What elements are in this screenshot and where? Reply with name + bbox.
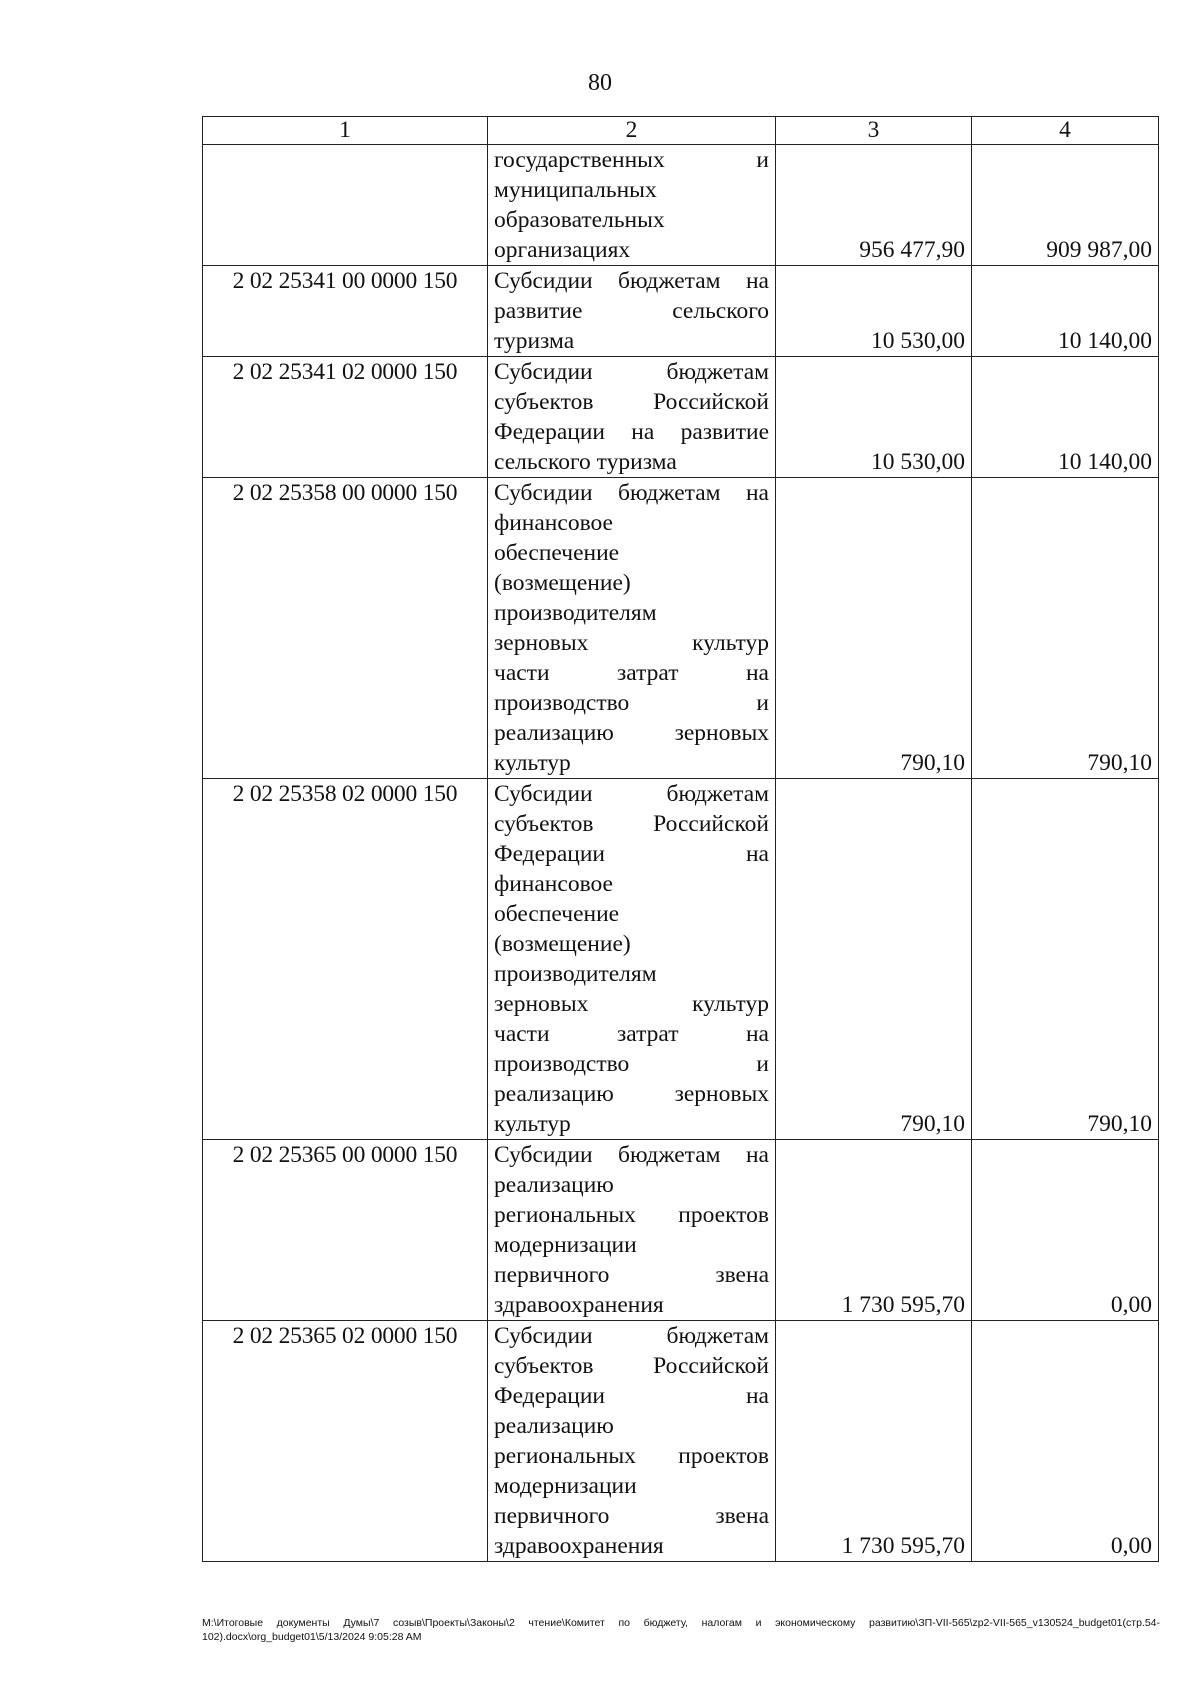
income-description (488, 1321, 776, 1562)
table-row (203, 357, 1159, 478)
description-line: модернизации (494, 1232, 637, 1258)
description-line: региональных проектов (494, 1443, 769, 1469)
description-line: культур (494, 1111, 571, 1137)
amount-column-3: 10 530,00 (776, 266, 972, 357)
description-line: культур (494, 750, 571, 776)
description-line: финансовое (494, 871, 613, 897)
table-row (203, 478, 1159, 779)
description-line: региональных проектов (494, 1202, 769, 1228)
amount-column-4: 790,10 (972, 478, 1159, 779)
description-line: финансовое (494, 510, 613, 536)
table-row (203, 1140, 1159, 1321)
table-header (203, 117, 1159, 145)
income-description (488, 478, 776, 779)
description-line: муниципальных (494, 177, 657, 203)
description-line: Субсидии бюджетам (494, 1323, 769, 1349)
description-line: модернизации (494, 1473, 637, 1499)
description-line: Субсидии бюджетам на (494, 1142, 769, 1168)
description-line: производство и (494, 690, 769, 716)
amount-column-4: 10 140,00 (972, 357, 1159, 478)
amount-column-4: 10 140,00 (972, 266, 1159, 357)
budget-code (203, 145, 488, 266)
description-line: обеспечение (494, 901, 620, 927)
description-line: Субсидии бюджетам (494, 359, 769, 385)
description-line: Субсидии бюджетам на (494, 480, 769, 506)
table-row (203, 779, 1159, 1140)
description-line: субъектов Российской (494, 389, 769, 415)
amount-column-3: 790,10 (776, 779, 972, 1140)
description-line: реализацию зерновых (494, 1081, 769, 1107)
amount-column-4: 909 987,00 (972, 145, 1159, 266)
table-row (203, 1321, 1159, 1562)
description-line: сельского туризма (494, 449, 677, 475)
amount-column-3: 1 730 595,70 (776, 1140, 972, 1321)
description-line: обеспечение (494, 540, 620, 566)
amount-column-4: 790,10 (972, 779, 1159, 1140)
description-line: Федерации на (494, 1383, 769, 1409)
description-line: субъектов Российской (494, 1353, 769, 1379)
description-line: производство и (494, 1051, 769, 1077)
income-description (488, 266, 776, 357)
description-line: зерновых культур (494, 991, 769, 1017)
budget-table (202, 116, 1159, 1562)
budget-code: 2 02 25358 00 0000 150 (203, 478, 488, 779)
income-description (488, 779, 776, 1140)
description-line: реализацию (494, 1172, 614, 1198)
amount-column-3: 790,10 (776, 478, 972, 779)
budget-code: 2 02 25341 02 0000 150 (203, 357, 488, 478)
description-line: Федерации на развитие (494, 419, 769, 445)
amount-column-3: 1 730 595,70 (776, 1321, 972, 1562)
column-header-2: 2 (488, 117, 776, 145)
budget-code: 2 02 25365 02 0000 150 (203, 1321, 488, 1562)
table-body (203, 145, 1159, 1562)
description-line: развитие сельского (494, 298, 769, 324)
description-line: организациях (494, 237, 631, 263)
description-line: Федерации на (494, 841, 769, 867)
page-number: 80 (588, 70, 612, 96)
column-header-3: 3 (776, 117, 972, 145)
budget-code: 2 02 25341 00 0000 150 (203, 266, 488, 357)
description-line: (возмещение) (494, 931, 631, 957)
budget-code: 2 02 25365 00 0000 150 (203, 1140, 488, 1321)
amount-column-3: 956 477,90 (776, 145, 972, 266)
description-line: здравоохранения (494, 1292, 664, 1318)
amount-column-3: 10 530,00 (776, 357, 972, 478)
table-row (203, 266, 1159, 357)
income-description (488, 1140, 776, 1321)
description-line: первичного звена (494, 1262, 769, 1288)
income-description (488, 145, 776, 266)
description-line: реализацию зерновых (494, 720, 769, 746)
description-line: производителям (494, 961, 657, 987)
description-line: зерновых культур (494, 630, 769, 656)
description-line: (возмещение) (494, 570, 631, 596)
income-description (488, 357, 776, 478)
table-row (203, 145, 1159, 266)
amount-column-4: 0,00 (972, 1321, 1159, 1562)
description-line: Субсидии бюджетам на (494, 268, 769, 294)
amount-column-4: 0,00 (972, 1140, 1159, 1321)
column-header-1: 1 (203, 117, 488, 145)
description-line: образовательных (494, 207, 665, 233)
description-line: части затрат на (494, 1021, 769, 1047)
description-line: государственных и (494, 147, 769, 173)
description-line: субъектов Российской (494, 811, 769, 837)
description-line: первичного звена (494, 1503, 769, 1529)
description-line: реализацию (494, 1413, 614, 1439)
document-path-footer: M:\Итоговые документы Думы\7 созыв\Проекты\Законы\2 чтение\Комитет по бюджету, налогам и экономическому развитию\ЗП-VII-565\zp2-VII-565_v130524_budget01(стр.54-102).docx\org_budget01\5/13/2024 9:05:28 AM (202, 1617, 1160, 1643)
description-line: производителям (494, 600, 657, 626)
description-line: туризма (494, 328, 575, 354)
description-line: Субсидии бюджетам (494, 781, 769, 807)
budget-code: 2 02 25358 02 0000 150 (203, 779, 488, 1140)
description-line: здравоохранения (494, 1533, 664, 1559)
column-header-4: 4 (972, 117, 1159, 145)
description-line: части затрат на (494, 660, 769, 686)
